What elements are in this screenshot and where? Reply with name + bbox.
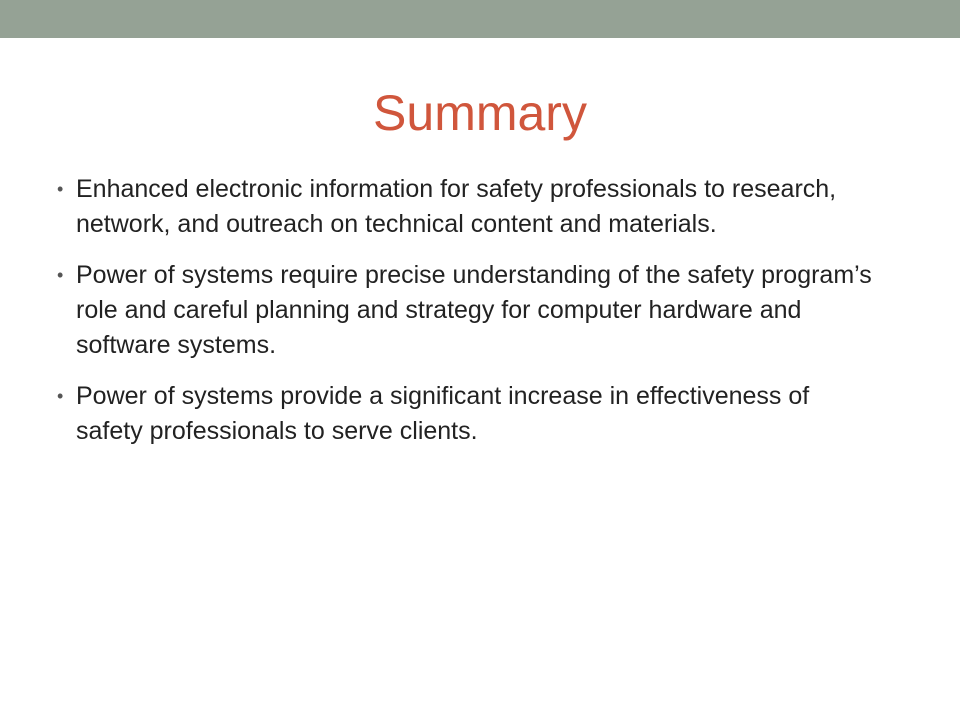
top-accent-band [0, 0, 960, 38]
bullet-item [56, 379, 876, 449]
bullet-text: Enhanced electronic information for safety professionals to research, network, and outreach on technical content and materials. [76, 175, 837, 238]
bullet-marker: • [57, 179, 64, 199]
bullet-marker: • [57, 265, 64, 285]
bullet-item [56, 258, 876, 363]
bullet-text: Power of systems require precise understanding of the safety program’s role and careful planning and strategy for computer hardware and software systems. [76, 261, 872, 359]
bullet-item [56, 172, 876, 242]
slide-title: Summary [373, 85, 587, 141]
bullet-list [56, 172, 876, 465]
bullet-text: Power of systems provide a significant increase in effectiveness of safety professionals to serve clients. [76, 382, 810, 445]
bullet-marker: • [57, 386, 64, 406]
